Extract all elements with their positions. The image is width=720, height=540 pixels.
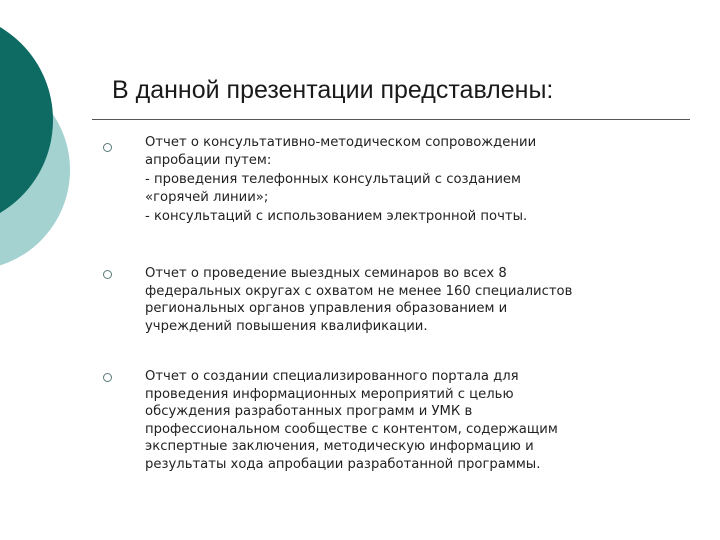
bullet-line: обсуждения разработанных программ и УМК в <box>145 404 473 420</box>
bullet-line: Отчет о проведение выездных семинаров во всех 8 <box>145 266 507 281</box>
bullet-line: результаты хода апробации разработанной программы. <box>145 456 541 472</box>
title-underline <box>92 119 690 120</box>
bullet-circle-icon <box>103 143 112 152</box>
decorative-circles <box>0 0 120 300</box>
bullet-line: - проведения телефонных консультаций с созданием <box>145 172 521 188</box>
bullet-line: экспертные заключения, методическую информацию и <box>145 439 534 455</box>
bullet-line: Отчет о создании специализированного портала для <box>145 369 519 384</box>
bullet-circle-icon <box>103 270 112 279</box>
bullet-line: Отчет о консультативно-методическом сопровождении <box>145 135 537 150</box>
slide-title: В данной презентации представлены: <box>112 76 554 104</box>
bullet-line: - консультаций с использованием электронной почты. <box>145 209 528 225</box>
bullet-line: федеральных округах с охватом не менее 160 специалистов <box>145 283 573 299</box>
bullet-text <box>145 368 685 474</box>
bullet-text <box>145 134 685 226</box>
bullet-line: учреждений повышения квалификации. <box>145 318 428 334</box>
bullet-line: профессиональном сообществе с контентом, содержащим <box>145 421 558 437</box>
bullet-line: проведения информационных мероприятий с целью <box>145 386 514 402</box>
bullet-line: региональных органов управления образованием и <box>145 301 508 317</box>
bullet-line: апробации путем: <box>145 152 272 168</box>
bullet-text <box>145 265 685 335</box>
bullet-circle-icon <box>103 373 112 382</box>
bullet-line: «горячей линии»; <box>145 189 269 205</box>
